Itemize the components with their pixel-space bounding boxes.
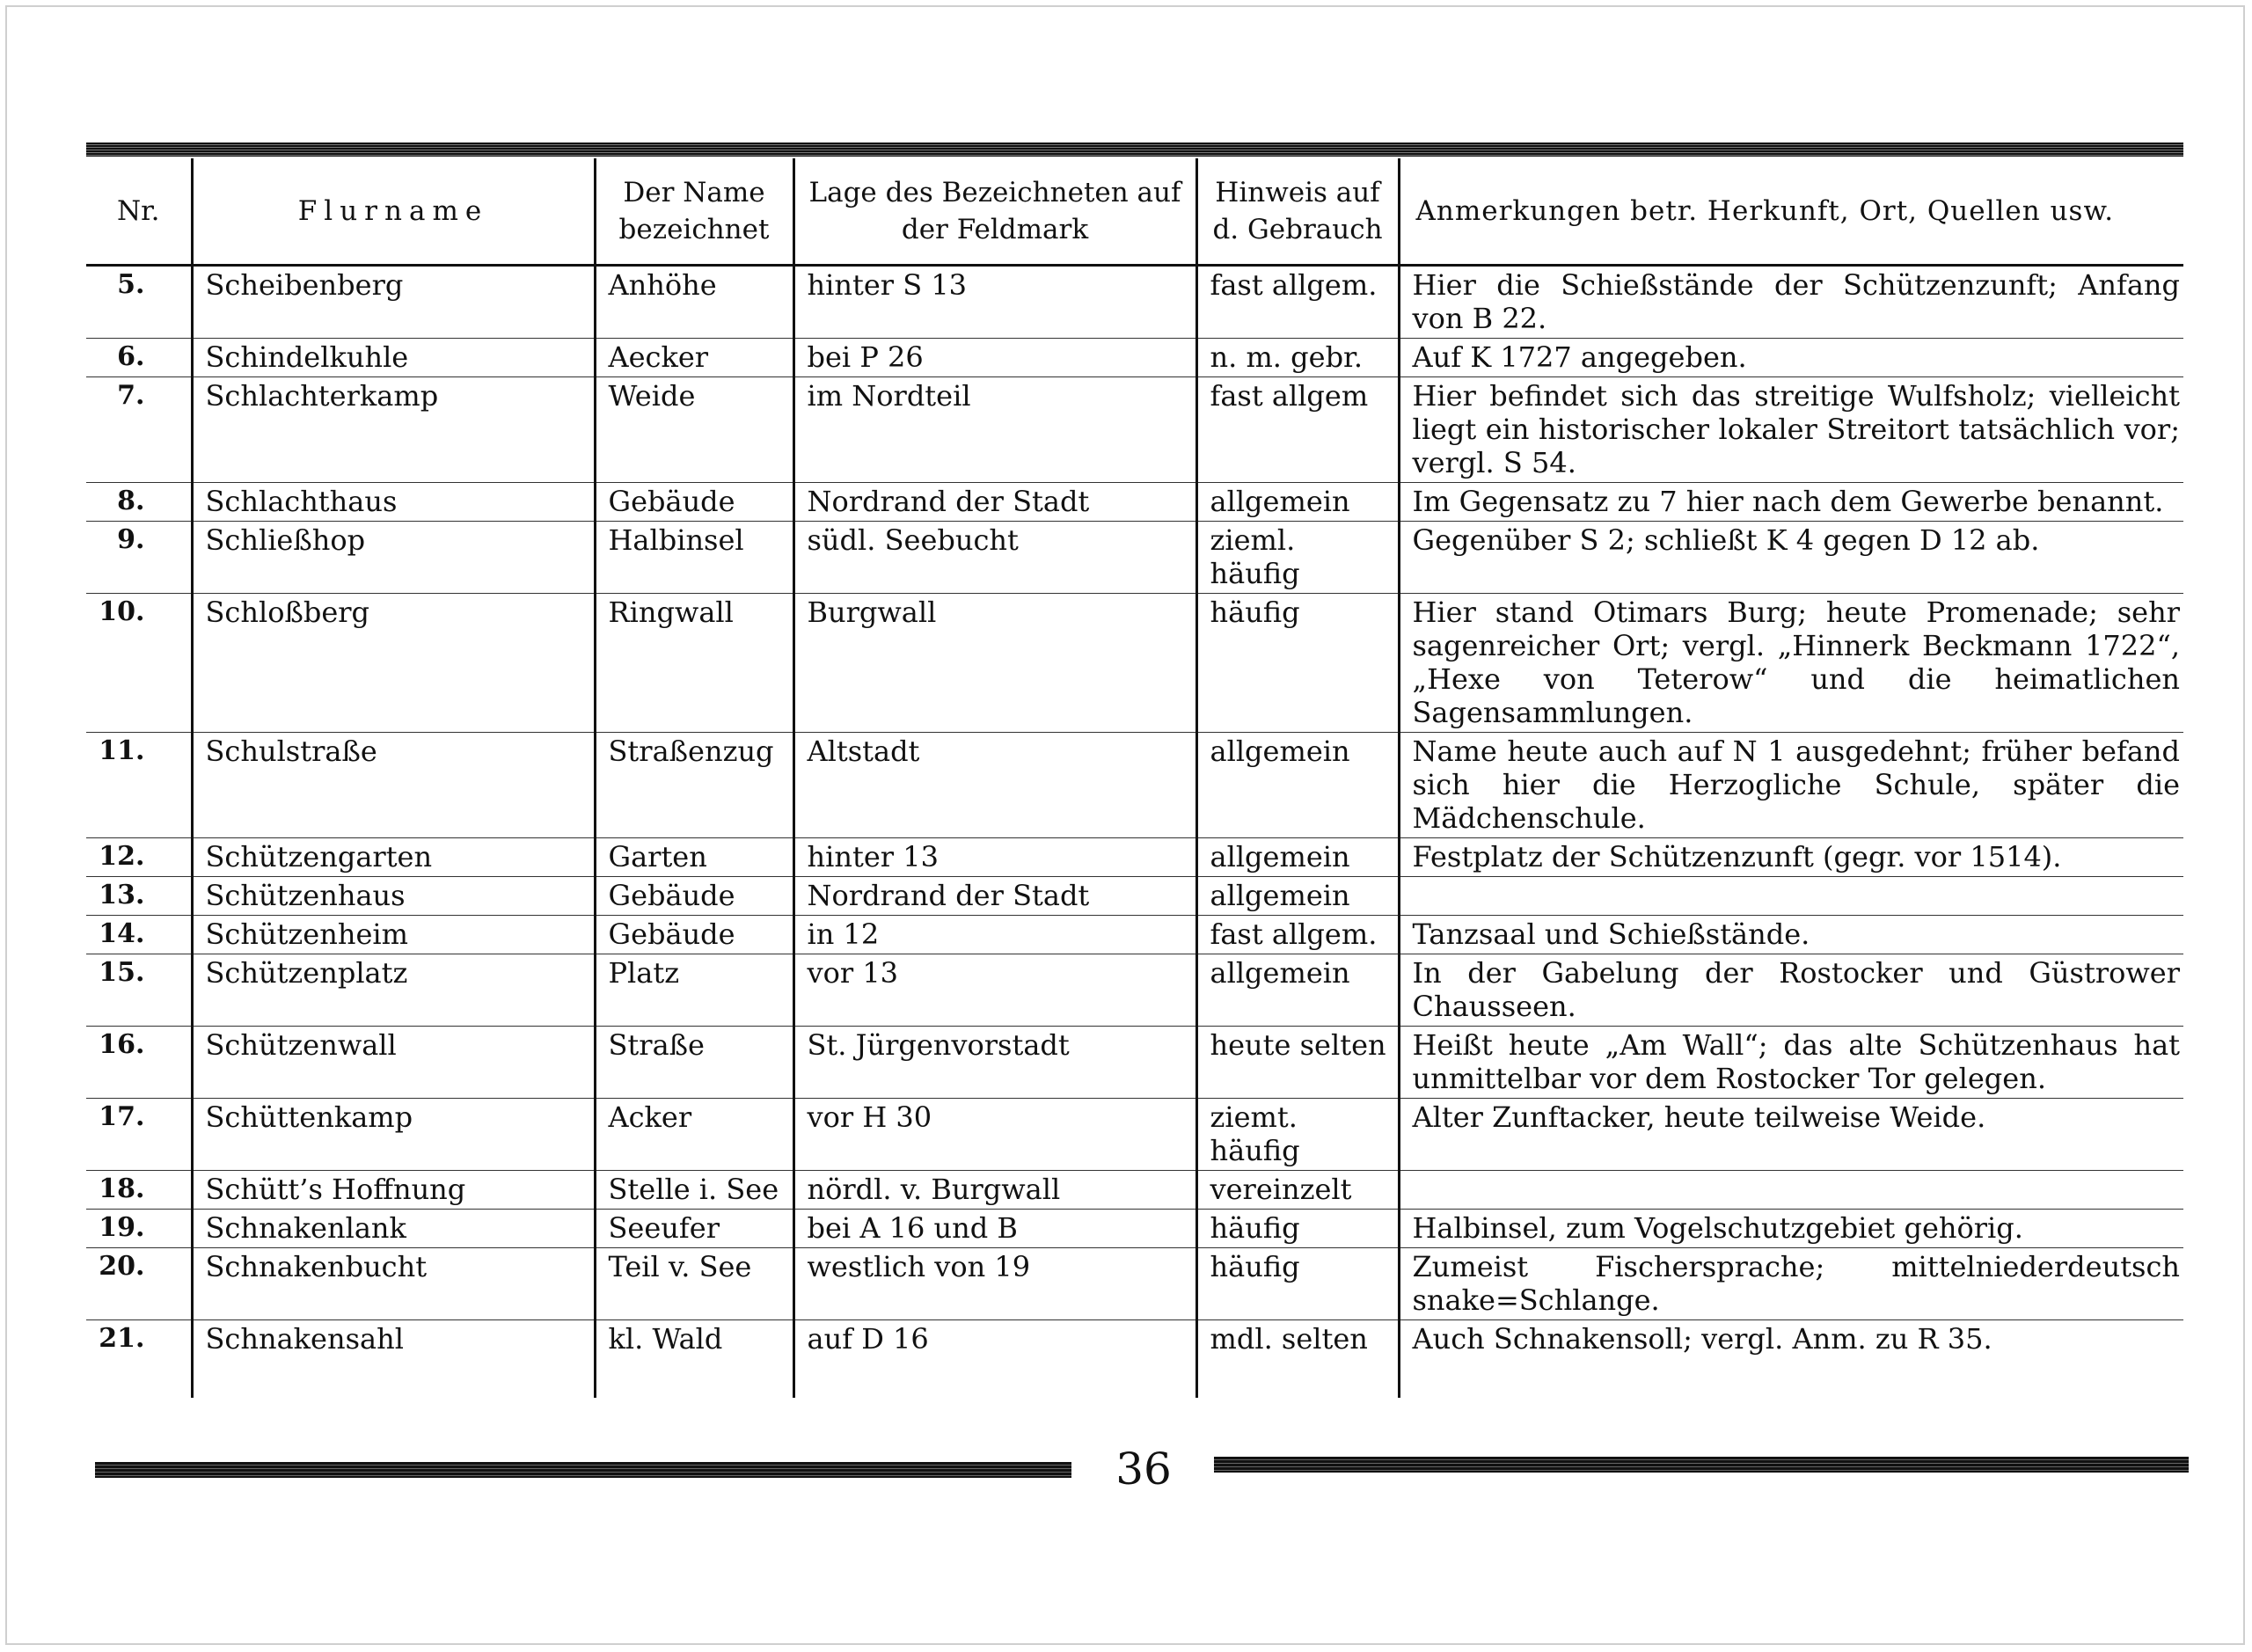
cell-anmerkungen: Auf K 1727 angegeben.: [1399, 339, 2183, 377]
table-row: [86, 877, 2183, 916]
cell-lage: vor H 30: [793, 1099, 1196, 1171]
bottom-rule-right: [1214, 1457, 2189, 1473]
cell-flurname: Schützenheim: [192, 916, 595, 954]
cell-lage: Nordrand der Stadt: [793, 877, 1196, 916]
cell-hinweis: ziemt. häufig: [1196, 1099, 1399, 1171]
cell-bezeichnet: Stelle i. See: [595, 1171, 793, 1210]
cell-hinweis: fast allgem.: [1196, 266, 1399, 339]
cell-hinweis: häufig: [1196, 1248, 1399, 1320]
header-nr: Nr.: [86, 158, 192, 266]
cell-anmerkungen: [1399, 877, 2183, 916]
cell-hinweis: allgemein: [1196, 954, 1399, 1027]
cell-bezeichnet: Platz: [595, 954, 793, 1027]
table-row: [86, 522, 2183, 594]
cell-hinweis: allgemein: [1196, 877, 1399, 916]
cell-anmerkungen: Alter Zunftacker, heute teilweise Weide.: [1399, 1099, 2183, 1171]
cell-bezeichnet: Weide: [595, 377, 793, 483]
table-row: [86, 1248, 2183, 1320]
cell-flurname: Schützenplatz: [192, 954, 595, 1027]
cell-nr: 16.: [86, 1027, 192, 1099]
cell-nr: 10.: [86, 594, 192, 733]
cell-flurname: Schlachterkamp: [192, 377, 595, 483]
cell-nr: 19.: [86, 1210, 192, 1248]
cell-hinweis: allgemein: [1196, 838, 1399, 877]
spacer-cell: [1196, 1358, 1399, 1398]
table-row-spacer: [86, 1358, 2183, 1398]
cell-anmerkungen: Festplatz der Schützenzunft (gegr. vor 1514).: [1399, 838, 2183, 877]
cell-anmerkungen: Zumeist Fischersprache; mittelniederdeutsch snake=Schlange.: [1399, 1248, 2183, 1320]
bottom-rule-left: [95, 1462, 1071, 1478]
cell-hinweis: fast allgem: [1196, 377, 1399, 483]
table-row: [86, 266, 2183, 339]
cell-flurname: Schütt’s Hoffnung: [192, 1171, 595, 1210]
cell-nr: 6.: [86, 339, 192, 377]
table-row: [86, 483, 2183, 522]
cell-flurname: Schützengarten: [192, 838, 595, 877]
cell-hinweis: vereinzelt: [1196, 1171, 1399, 1210]
cell-bezeichnet: Teil v. See: [595, 1248, 793, 1320]
cell-anmerkungen: Halbinsel, zum Vogelschutzgebiet gehörig.: [1399, 1210, 2183, 1248]
page-number: 36: [1115, 1444, 1172, 1495]
cell-bezeichnet: Gebäude: [595, 483, 793, 522]
cell-anmerkungen: In der Gabelung der Rostocker und Güstrower Chausseen.: [1399, 954, 2183, 1027]
cell-flurname: Schloßberg: [192, 594, 595, 733]
cell-lage: auf D 16: [793, 1320, 1196, 1359]
cell-nr: 18.: [86, 1171, 192, 1210]
cell-flurname: Scheibenberg: [192, 266, 595, 339]
table-row: [86, 1099, 2183, 1171]
cell-nr: 5.: [117, 269, 145, 300]
table-row: [86, 1320, 2183, 1359]
cell-nr: 8.: [86, 483, 192, 522]
table-row: [86, 1171, 2183, 1210]
cell-hinweis: mdl. selten: [1196, 1320, 1399, 1359]
cell-bezeichnet: Seeufer: [595, 1210, 793, 1248]
cell-lage: südl. Seebucht: [793, 522, 1196, 594]
table-row: [86, 339, 2183, 377]
table-row: [86, 838, 2183, 877]
cell-bezeichnet: Garten: [595, 838, 793, 877]
table-row: [86, 377, 2183, 483]
cell-anmerkungen: Im Gegensatz zu 7 hier nach dem Gewerbe benannt.: [1399, 483, 2183, 522]
cell-anmerkungen: [1399, 1171, 2183, 1210]
header-lage: Lage des Bezeichneten auf der Feldmark: [793, 158, 1196, 266]
cell-lage: Burgwall: [793, 594, 1196, 733]
cell-bezeichnet: Straße: [595, 1027, 793, 1099]
cell-lage: im Nordteil: [793, 377, 1196, 483]
cell-anmerkungen: Gegenüber S 2; schließt K 4 gegen D 12 ab.: [1399, 522, 2183, 594]
cell-flurname: Schützenhaus: [192, 877, 595, 916]
table-row: [86, 954, 2183, 1027]
table-row: [86, 733, 2183, 838]
cell-lage: hinter 13: [793, 838, 1196, 877]
cell-nr: 15.: [86, 954, 192, 1027]
cell-nr: 21.: [86, 1320, 192, 1359]
cell-bezeichnet: Acker: [595, 1099, 793, 1171]
cell-flurname: Schützenwall: [192, 1027, 595, 1099]
cell-hinweis: heute selten: [1196, 1027, 1399, 1099]
cell-nr: 13.: [86, 877, 192, 916]
cell-hinweis: häufig: [1196, 594, 1399, 733]
header-hinweis: Hinweis auf d. Gebrauch: [1196, 158, 1399, 266]
cell-anmerkungen: Tanzsaal und Schießstände.: [1399, 916, 2183, 954]
cell-lage: bei P 26: [793, 339, 1196, 377]
header-flurname: Flurname: [192, 158, 595, 266]
cell-bezeichnet: Gebäude: [595, 877, 793, 916]
flurnamen-table: [86, 158, 2183, 1398]
header-anmerkungen: Anmerkungen betr. Herkunft, Ort, Quellen usw.: [1399, 158, 2183, 266]
cell-anmerkungen: Name heute auch auf N 1 ausgedehnt; früher befand sich hier die Herzogliche Schule, später die Mädchenschule.: [1399, 733, 2183, 838]
spacer-cell: [192, 1358, 595, 1398]
cell-flurname: Schnakensahl: [192, 1320, 595, 1359]
cell-bezeichnet: kl. Wald: [595, 1320, 793, 1359]
spacer-cell: [793, 1358, 1196, 1398]
spacer-cell: [595, 1358, 793, 1398]
cell-nr: 12.: [86, 838, 192, 877]
cell-hinweis: häufig: [1196, 1210, 1399, 1248]
top-rule: [86, 143, 2183, 157]
cell-flurname: Schließhop: [192, 522, 595, 594]
cell-hinweis: n. m. gebr.: [1196, 339, 1399, 377]
cell-bezeichnet: Anhöhe: [595, 266, 793, 339]
cell-anmerkungen: Heißt heute „Am Wall“; das alte Schützenhaus hat unmittelbar vor dem Rostocker Tor gelegen.: [1399, 1027, 2183, 1099]
cell-lage: Nordrand der Stadt: [793, 483, 1196, 522]
cell-bezeichnet: Straßenzug: [595, 733, 793, 838]
cell-nr: 7.: [86, 377, 192, 483]
cell-lage: nördl. v. Burgwall: [793, 1171, 1196, 1210]
cell-lage: vor 13: [793, 954, 1196, 1027]
table-row: [86, 1027, 2183, 1099]
table-row: [86, 594, 2183, 733]
spacer-cell: [1399, 1358, 2183, 1398]
cell-bezeichnet: Ringwall: [595, 594, 793, 733]
header-bezeichnet: Der Name bezeichnet: [595, 158, 793, 266]
cell-bezeichnet: Halbinsel: [595, 522, 793, 594]
cell-hinweis: allgemein: [1196, 733, 1399, 838]
cell-flurname: Schindelkuhle: [192, 339, 595, 377]
cell-flurname: Schüttenkamp: [192, 1099, 595, 1171]
cell-lage: Altstadt: [793, 733, 1196, 838]
cell-lage: St. Jürgenvorstadt: [793, 1027, 1196, 1099]
spacer-cell: [86, 1358, 192, 1398]
cell-anmerkungen: Hier stand Otimars Burg; heute Promenade; sehr sagenreicher Ort; vergl. „Hinnerk Beckmann 1722“, „Hexe von Teterow“ und die heimatlichen Sagensammlungen.: [1399, 594, 2183, 733]
cell-anmerkungen: Auch Schnakensoll; vergl. Anm. zu R 35.: [1399, 1320, 2183, 1359]
cell-bezeichnet: Aecker: [595, 339, 793, 377]
cell-flurname: Schlachthaus: [192, 483, 595, 522]
cell-nr: 11.: [86, 733, 192, 838]
cell-nr: 14.: [86, 916, 192, 954]
cell-nr: 17.: [86, 1099, 192, 1171]
cell-hinweis: fast allgem.: [1196, 916, 1399, 954]
cell-flurname: Schnakenlank: [192, 1210, 595, 1248]
cell-lage: westlich von 19: [793, 1248, 1196, 1320]
cell-hinweis: zieml. häufig: [1196, 522, 1399, 594]
header-row: [86, 158, 2183, 266]
cell-flurname: Schulstraße: [192, 733, 595, 838]
cell-hinweis: allgemein: [1196, 483, 1399, 522]
cell-anmerkungen: Hier befindet sich das streitige Wulfsholz; vielleicht liegt ein historischer lokaler Streitort tatsächlich vor; vergl. S 54.: [1399, 377, 2183, 483]
cell-nr: 20.: [86, 1248, 192, 1320]
cell-flurname: Schnakenbucht: [192, 1248, 595, 1320]
cell-lage: in 12: [793, 916, 1196, 954]
cell-lage: hinter S 13: [793, 266, 1196, 339]
cell-bezeichnet: Gebäude: [595, 916, 793, 954]
cell-lage: bei A 16 und B: [793, 1210, 1196, 1248]
cell-anmerkungen: Hier die Schießstände der Schützenzunft; Anfang von B 22.: [1399, 266, 2183, 339]
cell-nr: 9.: [86, 522, 192, 594]
table-row: [86, 916, 2183, 954]
table-row: [86, 1210, 2183, 1248]
